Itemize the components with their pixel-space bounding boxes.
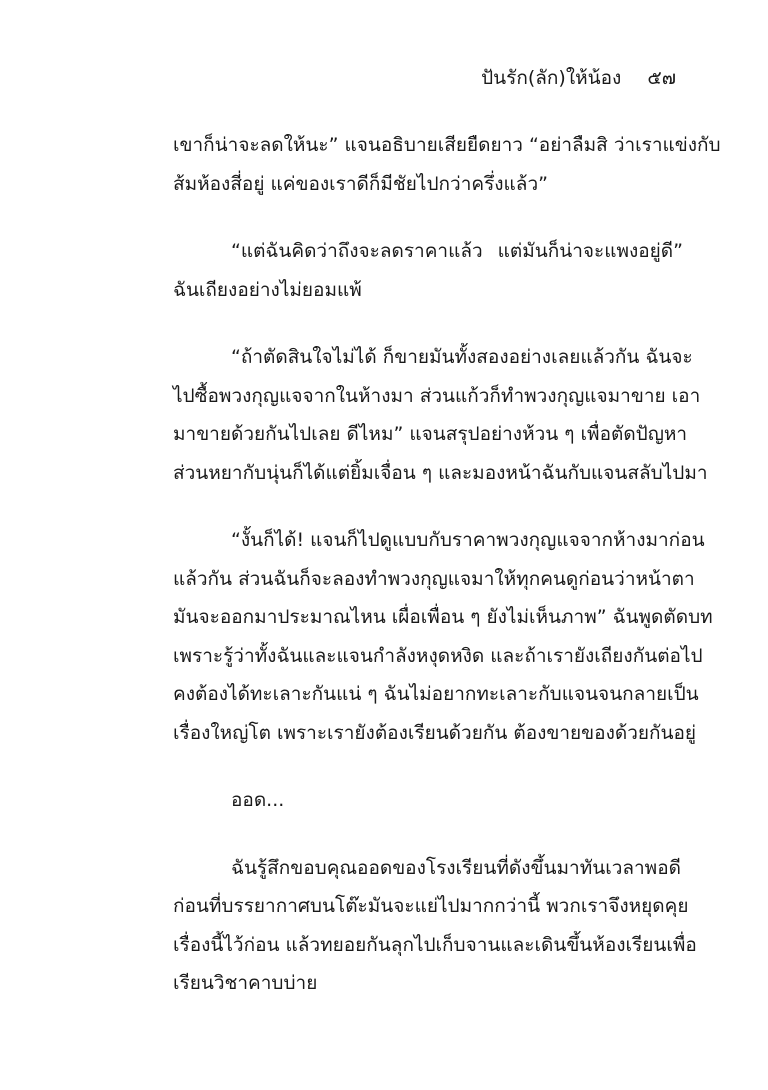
paragraph [173,781,683,820]
paragraph [173,126,721,203]
text-line: มันจะออกมาประมาณไหน เผื่อเพื่อน ๆ ยังไม่เห็นภาพ” ฉันพูดตัดบท [173,606,713,628]
text-line: ฉันเถียงอย่างไม่ยอมแพ้ [173,278,362,301]
text-line: ส่วนหยากับนุ่นก็ได้แต่ยิ้มเจื่อน ๆ และมองหน้าฉันกับแจนสลับไปมา [173,461,708,484]
text-line: ฉันรู้สึกขอบคุณออดของโรงเรียนที่ดังขึ้นมาทันเวลาพอดี [231,856,681,879]
text-line: “ถ้าตัดสินใจไม่ได้ ก็ขายมันทั้งสองอย่างเลยแล้วกัน ฉันจะ [231,346,693,368]
text-line: เขาก็น่าจะลดให้นะ” แจนอธิบายเสียยืดยาว “อย่าลืมสิ ว่าเราแข่งกับ [173,134,721,156]
running-header [481,64,676,92]
text-line: มาขายด้วยกันไปเลย ดีไหม” แจนสรุปอย่างห้วน ๆ เพื่อตัดปัญหา [173,423,688,445]
page-number: ๕๗ [647,67,676,89]
body-text [173,126,721,1032]
book-title: ปันรัก(ลัก)ให้น้อง [481,67,622,89]
paragraph [173,338,708,492]
text-line: คงต้องได้ทะเลาะกันแน่ ๆ ฉันไม่อยากทะเลาะกับแจนจนกลายเป็น [173,683,699,705]
text-line: ไปซื้อพวงกุญแจจากในห้างมา ส่วนแก้วก็ทำพวงกุญแจมาขาย เอา [173,384,701,407]
text-line: เรียนวิชาคาบบ่าย [173,972,318,994]
paragraph [173,849,697,1003]
text-line: ส้มห้องสี่อยู่ แค่ของเราดีก็มีชัยไปกว่าครึ่งแล้ว” [173,172,548,195]
text-line: เรื่องใหญ่โต เพราะเรายังต้องเรียนด้วยกัน ต้องขายของด้วยกันอยู่ [173,721,697,744]
text-line: แล้วกัน ส่วนฉันก็จะลองทำพวงกุญแจมาให้ทุกคนดูก่อนว่าหน้าตา [173,567,695,590]
text-line: ออด... [231,789,285,811]
text-line: เรื่องนี้ไว้ก่อน แล้วทยอยกันลุกไปเก็บจานและเดินขึ้นห้องเรียนเพื่อ [173,933,697,956]
paragraph [173,521,713,752]
text-line: เพราะรู้ว่าทั้งฉันและแจนกำลังหงุดหงิด และถ้าเรายังเถียงกันต่อไป [173,644,703,667]
text-line: “แต่ฉันคิดว่าถึงจะลดราคาแล้ว แต่มันก็น่าจะแพงอยู่ดี” [231,240,683,262]
paragraph [173,232,683,309]
text-line: “งั้นก็ได้! แจนก็ไปดูแบบกับราคาพวงกุญแจจากห้างมาก่อน [231,529,705,551]
text-line: ก่อนที่บรรยากาศบนโต๊ะมันจะแย่ไปมากกว่านี้ พวกเราจึงหยุดคุย [173,895,689,917]
